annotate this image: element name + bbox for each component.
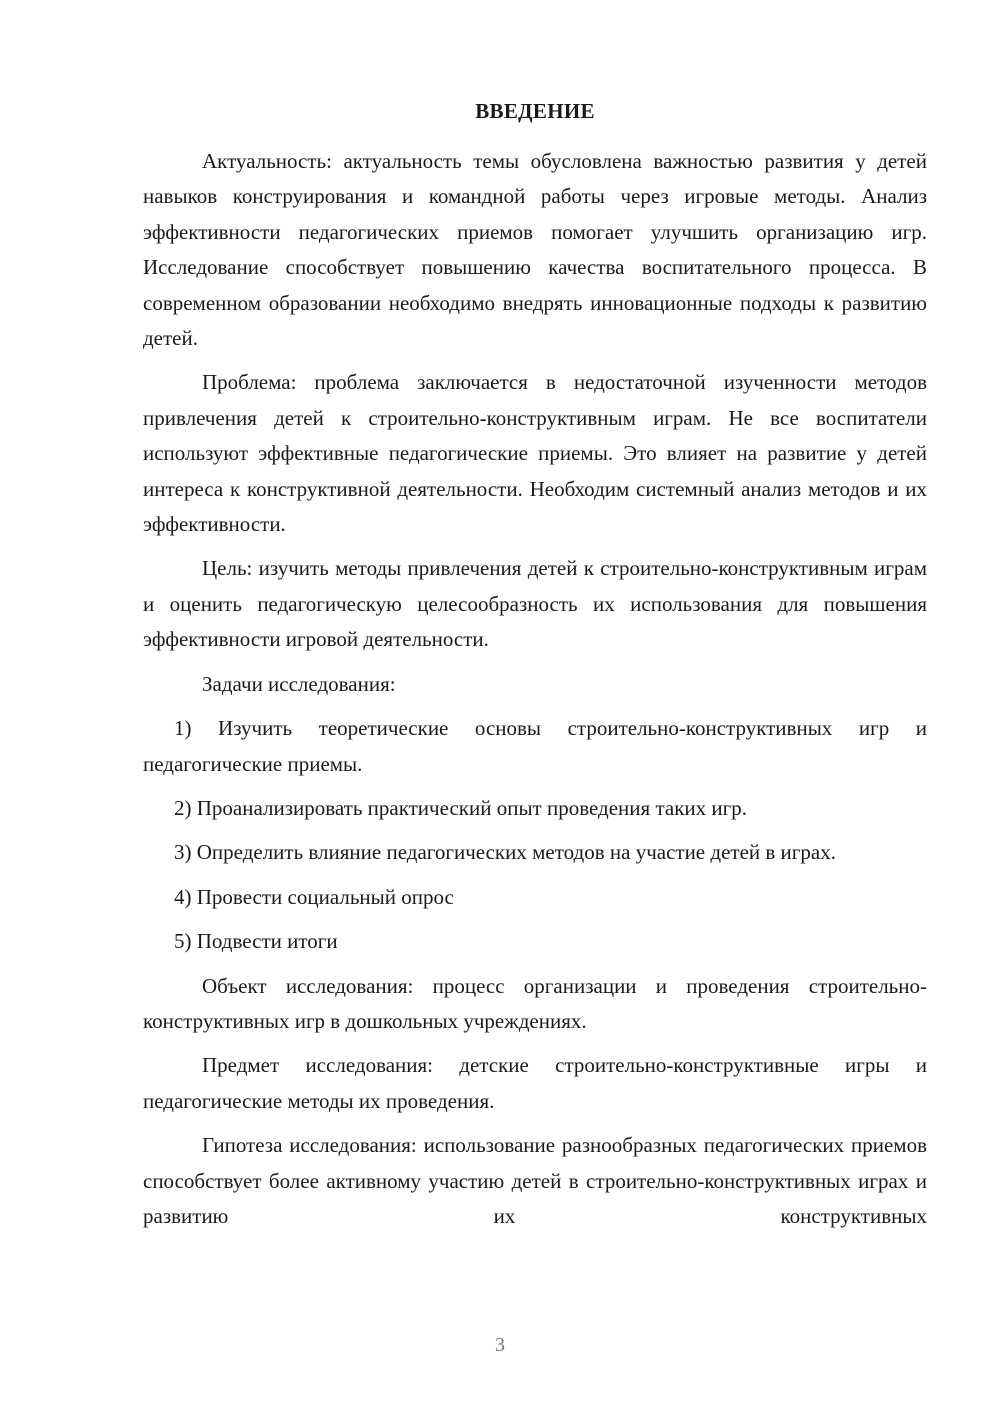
document-page [143, 96, 927, 1243]
subject-paragraph: Предмет исследования: детские строительно-конструктивные игры и педагогические методы их проведения. [143, 1053, 927, 1113]
relevance-paragraph: Актуальность: актуальность темы обусловлена важностью развития у детей навыков конструирования и командной работы через игровые методы. Анализ эффективности педагогических приемов помогает улучшить организацию игр. Исследование способствует повышению качества воспитательного процесса. В современном образовании необходимо внедрять инновационные подходы к развитию детей. [143, 149, 927, 351]
tasks-heading: Задачи исследования: [202, 671, 396, 696]
hypothesis-paragraph: Гипотеза исследования: использование разнообразных педагогических приемов способствует более активному участию детей в строительно-конструктивных играх и развитию их конструктивных [143, 1133, 927, 1228]
page-number: 3 [495, 1334, 505, 1356]
task-item-5: 5) Подвести итоги [174, 929, 338, 954]
problem-paragraph: Проблема: проблема заключается в недостаточной изученности методов привлечения детей к строительно-конструктивным играм. Не все воспитатели используют эффективные педагогические приемы. Это влияет на развитие у детей интереса к конструктивной деятельности. Необходим системный анализ методов и их эффективности. [143, 370, 927, 537]
section-title: ВВЕДЕНИЕ [475, 99, 595, 123]
task-item-2: 2) Проанализировать практический опыт проведения таких игр. [174, 795, 747, 820]
task-item-3: 3) Определить влияние педагогических методов на участие детей в играх. [174, 840, 836, 865]
goal-paragraph: Цель: изучить методы привлечения детей к строительно-конструктивным играм и оценить педагогическую целесообразность их использования для повышения эффективности игровой деятельности. [143, 556, 927, 652]
task-item-4: 4) Провести социальный опрос [174, 884, 454, 909]
object-paragraph: Объект исследования: процесс организации и проведения строительно-конструктивных игр в дошкольных учреждениях. [143, 973, 927, 1033]
task-item-1: 1) Изучить теоретические основы строительно-конструктивных игр и педагогические приемы. [143, 716, 927, 776]
